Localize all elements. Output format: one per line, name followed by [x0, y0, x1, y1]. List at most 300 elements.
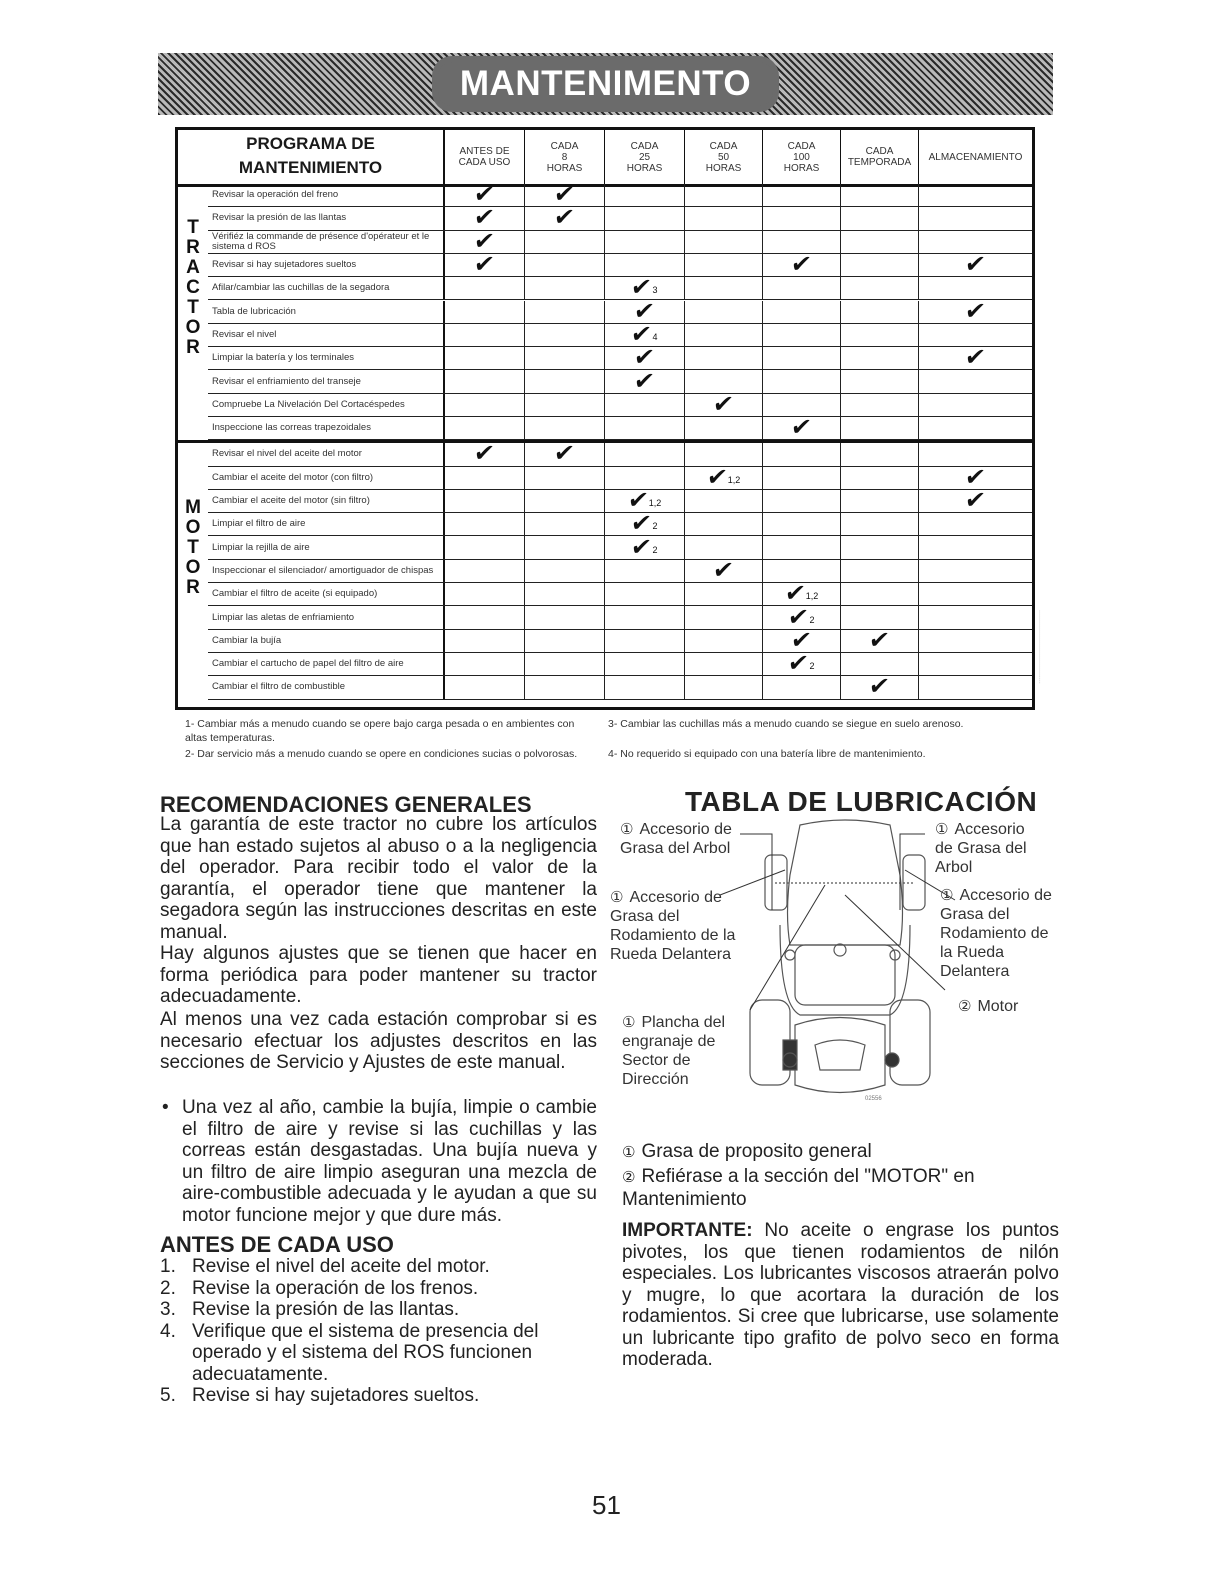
schedule-cell	[841, 417, 919, 439]
schedule-cell	[445, 394, 525, 416]
recommendations-paragraph-1: La garantía de este tractor no cubre los artículos que han estado sujetos al abuso o a la negligencia del operador. Para recibir todo el valor de la garantía, el operador tiene que mantener la segadora según las instrucciones descritas en este manual.	[160, 814, 597, 943]
schedule-cell	[919, 277, 1032, 299]
schedule-cell	[445, 301, 525, 323]
list-item	[160, 1321, 600, 1386]
check-icon: ✔	[552, 204, 577, 232]
schedule-cell	[525, 277, 605, 299]
check-icon: ✔	[552, 440, 577, 468]
schedule-cell	[841, 653, 919, 675]
schedule-cell	[525, 417, 605, 439]
table-row	[208, 181, 1032, 209]
list-item-text: Verifique que el sistema de presencia del operado y el sistema del ROS funcionen adecuatamente.	[192, 1320, 539, 1385]
motor-side-label	[178, 498, 208, 598]
check-icon: ✔	[472, 227, 497, 255]
footnote-4: 4- No requerido si equipado con una batería libre de mantenimiento.	[608, 748, 926, 760]
schedule-cell	[525, 394, 605, 416]
schedule-cell	[685, 207, 763, 229]
schedule-cell	[605, 533, 685, 561]
schedule-cell	[525, 630, 605, 652]
schedule-cell	[841, 184, 919, 206]
schedule-cell	[841, 536, 919, 558]
check-icon: ✔	[963, 487, 988, 515]
number-1-icon: ①	[622, 1144, 636, 1161]
schedule-cell	[445, 490, 525, 512]
right-hub	[885, 1053, 899, 1067]
schedule-cell	[605, 510, 685, 538]
footnote-ref: 3	[652, 285, 658, 296]
rear-deck	[795, 1018, 885, 1093]
table-row	[208, 463, 1032, 491]
schedule-cell	[525, 467, 605, 489]
schedule-cell	[525, 231, 605, 253]
schedule-cell	[919, 370, 1032, 392]
schedule-cell	[605, 344, 685, 372]
page-number: 51	[592, 1490, 621, 1520]
recommendations-bullet-text: Una vez al año, cambie la bujía, limpie o cambie el filtro de aire y revise si las cuchillas y las correas están desgastadas. Una bujía nueva y un filtro de aire limpio aseguran una mezcla de aire-combustible adecuada y le ayudan a que su motor funcione mejor y que dure más.	[182, 1097, 597, 1226]
schedule-cell	[445, 513, 525, 535]
schedule-cell	[841, 254, 919, 276]
schedule-cell	[919, 630, 1032, 652]
number-1-icon: ①	[610, 889, 624, 906]
front-right-wheel	[903, 855, 925, 910]
table-row	[208, 626, 1032, 654]
schedule-cell	[685, 490, 763, 512]
schedule-cell	[525, 536, 605, 558]
figure-code: 02556	[865, 1096, 882, 1102]
footnote-ref: 2	[809, 614, 815, 625]
schedule-cell	[763, 626, 841, 654]
schedule-cell	[763, 650, 841, 678]
table-row	[208, 603, 1032, 631]
footnote-ref: 2	[809, 661, 815, 672]
legend-2: ② Refiérase a la sección del "MOTOR" en Mantenimiento	[622, 1166, 975, 1210]
schedule-cell	[919, 536, 1032, 558]
left-hub	[783, 1053, 797, 1067]
schedule-cell	[841, 277, 919, 299]
schedule-cell	[605, 606, 685, 628]
check-icon: ✔	[629, 320, 654, 348]
schedule-cell	[525, 324, 605, 346]
schedule-cell	[763, 414, 841, 442]
schedule-cell	[685, 583, 763, 605]
tractor-side-letter: A	[186, 257, 200, 278]
recommendations-heading: RECOMENDACIONES GENERALES	[160, 792, 532, 817]
schedule-cell	[841, 490, 919, 512]
task-label: Vérifiéz la commande de présence d'opérateur et le sistema d ROS	[208, 231, 445, 253]
task-label: Revisar el enfriamiento del transeje	[208, 370, 445, 392]
schedule-title	[178, 130, 445, 184]
table-row	[208, 556, 1032, 584]
check-icon: ✔	[632, 344, 657, 372]
page-title: MANTENIMENTO	[438, 62, 773, 106]
list-item-number: 5.	[160, 1385, 176, 1406]
check-icon: ✔	[963, 251, 988, 279]
schedule-cell	[763, 324, 841, 346]
schedule-cell	[445, 324, 525, 346]
motor-side-letter: O	[185, 557, 201, 579]
number-1-icon: ①	[622, 1014, 636, 1031]
schedule-cell	[763, 443, 841, 465]
schedule-column-header	[919, 130, 1032, 184]
section-divider	[178, 440, 1032, 443]
schedule-cell	[525, 606, 605, 628]
task-label: Inspeccione las correas trapezoidales	[208, 417, 445, 439]
task-label: Revisar la operación del freno	[208, 184, 445, 206]
schedule-cell	[763, 580, 841, 608]
list-item-number: 1.	[160, 1256, 176, 1277]
schedule-cell	[919, 463, 1032, 491]
schedule-cell	[919, 417, 1032, 439]
schedule-cell	[919, 297, 1032, 325]
task-label: Tabla de lubricación	[208, 301, 445, 323]
list-item-text: Revise la operación de los frenos.	[192, 1277, 479, 1299]
schedule-cell	[445, 347, 525, 369]
schedule-cell	[445, 676, 525, 698]
table-row	[208, 440, 1032, 468]
schedule-cell	[445, 536, 525, 558]
rear-right-wheel	[890, 1000, 930, 1085]
schedule-cell	[841, 394, 919, 416]
table-row	[208, 274, 1032, 302]
schedule-cell	[685, 606, 763, 628]
table-row	[208, 414, 1032, 442]
tractor-side-letter: C	[186, 277, 200, 298]
number-1-icon: ①	[620, 821, 634, 838]
schedule-cell	[763, 277, 841, 299]
footnote-3: 3- Cambiar las cuchillas más a menudo cuando se siegue en suelo arenoso.	[608, 718, 964, 730]
list-item-text: Revise la presión de las llantas.	[192, 1299, 460, 1320]
check-icon: ✔	[632, 297, 657, 325]
list-item-text: Revise si hay sujetadores sueltos.	[192, 1385, 480, 1406]
schedule-cell	[605, 184, 685, 206]
schedule-cell	[841, 583, 919, 605]
schedule-cell	[525, 301, 605, 323]
table-row	[208, 487, 1032, 515]
schedule-cell	[605, 630, 685, 652]
schedule-cell	[445, 417, 525, 439]
motor-side-letter: T	[187, 537, 199, 559]
check-icon: ✔	[789, 251, 814, 279]
motor-side-letter: M	[185, 497, 201, 519]
check-icon: ✔	[629, 533, 654, 561]
schedule-cell	[605, 487, 685, 515]
schedule-cell	[841, 231, 919, 253]
tractor-side-letter: R	[186, 337, 200, 358]
list-item-number: 2.	[160, 1277, 176, 1299]
task-label: Revisar la presión de las llantas	[208, 207, 445, 229]
list-item	[160, 1256, 600, 1278]
table-row	[208, 650, 1032, 678]
schedule-cell	[841, 673, 919, 701]
check-icon: ✔	[789, 414, 814, 442]
schedule-column-label: CADA 100 HORAS	[783, 140, 820, 174]
check-icon: ✔	[472, 251, 497, 279]
schedule-cell	[605, 367, 685, 395]
schedule-cell	[685, 536, 763, 558]
table-row	[208, 227, 1032, 255]
list-item	[160, 1278, 600, 1300]
schedule-cell	[605, 320, 685, 348]
before-each-use-heading: ANTES DE CADA USO	[160, 1232, 394, 1257]
schedule-cell	[685, 417, 763, 439]
schedule-cell	[763, 603, 841, 631]
schedule-cell	[919, 560, 1032, 582]
legend-1: ① Grasa de proposito general	[622, 1141, 872, 1162]
seat	[815, 1040, 865, 1070]
schedule-cell	[763, 467, 841, 489]
schedule-cell	[919, 513, 1032, 535]
schedule-cell	[605, 254, 685, 276]
list-item-number: 3.	[160, 1299, 176, 1320]
schedule-cell	[919, 184, 1032, 206]
schedule-cell	[763, 207, 841, 229]
table-row	[208, 204, 1032, 232]
schedule-cell	[841, 560, 919, 582]
schedule-cell	[685, 463, 763, 491]
schedule-column-header	[841, 130, 919, 184]
recommendations-bullet	[160, 1097, 597, 1226]
check-icon: ✔	[711, 556, 736, 584]
number-1-icon: ①	[940, 887, 954, 904]
task-label: Limpiar la batería y los terminales	[208, 347, 445, 369]
footnote-ref: 1,2	[648, 498, 662, 509]
schedule-cell	[919, 251, 1032, 279]
tractor-side-letter: O	[185, 317, 201, 338]
task-label: Cambiar el filtro de aceite (si equipado)	[208, 583, 445, 605]
leader-right-arbol	[900, 834, 925, 910]
schedule-cell	[841, 301, 919, 323]
schedule-cell	[445, 251, 525, 279]
table-row	[208, 390, 1032, 418]
schedule-column-label: CADA 50 HORAS	[705, 140, 742, 174]
schedule-cell	[445, 583, 525, 605]
check-icon: ✔	[472, 181, 497, 209]
list-item	[160, 1299, 600, 1321]
schedule-cell	[445, 277, 525, 299]
footnote-ref: 1,2	[805, 591, 819, 602]
table-row	[208, 673, 1032, 701]
schedule-cell	[763, 536, 841, 558]
schedule-cell	[605, 417, 685, 439]
check-icon: ✔	[786, 603, 811, 631]
list-item-number: 4.	[160, 1320, 176, 1342]
schedule-column-label: ANTES DE CADA USO	[458, 146, 511, 168]
schedule-cell	[685, 653, 763, 675]
check-icon: ✔	[963, 463, 988, 491]
table-row	[208, 297, 1032, 325]
schedule-cell	[841, 467, 919, 489]
check-icon: ✔	[472, 440, 497, 468]
table-row	[208, 510, 1032, 538]
task-label: Limpiar el filtro de aire	[208, 513, 445, 535]
label-left-wheel-bearing-fitting: ① Accesorio de Grasa del Rodamiento de la Rueda Delantera	[610, 889, 736, 963]
task-label: Revisar el nivel	[208, 324, 445, 346]
footnote-ref: 2	[652, 544, 658, 555]
task-label: Inspeccionar el silenciador/ amortiguador de chispas	[208, 560, 445, 582]
schedule-cell	[919, 653, 1032, 675]
schedule-cell	[841, 513, 919, 535]
task-label: Cambiar el cartucho de papel del filtro de aire	[208, 653, 445, 675]
before-each-use-list	[160, 1256, 600, 1407]
label-right-shaft-fitting: ① Accesorio de Grasa del Arbol	[935, 821, 1027, 876]
task-label: Revisar si hay sujetadores sueltos	[208, 254, 445, 276]
schedule-cell	[525, 370, 605, 392]
left-pivot	[785, 950, 795, 960]
footnote-1: 1- Cambiar más a menudo cuando se opere bajo carga pesada o en ambientes con altas temperaturas.	[185, 718, 575, 744]
schedule-cell	[919, 487, 1032, 515]
schedule-column-header	[763, 130, 841, 184]
schedule-column-header	[605, 130, 685, 184]
check-icon: ✔	[632, 367, 657, 395]
schedule-cell	[445, 440, 525, 468]
check-icon: ✔	[786, 650, 811, 678]
schedule-cell	[445, 181, 525, 209]
schedule-cell	[841, 324, 919, 346]
title-banner	[158, 53, 1053, 115]
schedule-cell	[445, 204, 525, 232]
label-motor: ② Motor	[958, 998, 1019, 1015]
table-row	[208, 533, 1032, 561]
lubrication-heading: TABLA DE LUBRICACIÓN	[685, 786, 1038, 817]
check-icon: ✔	[789, 626, 814, 654]
schedule-cell	[525, 204, 605, 232]
check-icon: ✔	[552, 181, 577, 209]
task-label: Cambiar el aceite del motor (con filtro)	[208, 467, 445, 489]
schedule-cell	[605, 583, 685, 605]
schedule-cell	[919, 344, 1032, 372]
footnote-ref: 4	[652, 332, 658, 343]
number-2-icon: ②	[622, 1169, 636, 1186]
side-code-mark: ·····································	[1036, 610, 1042, 684]
table-row	[208, 251, 1032, 279]
schedule-cell	[685, 370, 763, 392]
task-label: Revisar el nivel del aceite del motor	[208, 443, 445, 465]
number-1-icon: ①	[935, 821, 949, 838]
schedule-column-header	[525, 130, 605, 184]
task-label: Cambiar el filtro de combustible	[208, 676, 445, 698]
schedule-cell	[763, 560, 841, 582]
table-row	[208, 320, 1032, 348]
schedule-cell	[685, 347, 763, 369]
label-sector-gear-plate: ① Plancha del engranaje de Sector de Dirección	[622, 1014, 726, 1088]
schedule-cell	[763, 347, 841, 369]
schedule-title-line1: PROGRAMA DE	[246, 134, 375, 153]
important-note	[622, 1220, 1059, 1371]
table-row	[208, 367, 1032, 395]
check-icon: ✔	[867, 626, 892, 654]
check-icon: ✔	[625, 487, 650, 515]
schedule-cell	[919, 676, 1032, 698]
schedule-cell	[685, 254, 763, 276]
schedule-cell	[605, 394, 685, 416]
schedule-cell	[919, 443, 1032, 465]
schedule-cell	[919, 606, 1032, 628]
footnote-2: 2- Dar servicio más a menudo cuando se opere en condiciones sucias o polvorosas.	[185, 748, 578, 760]
list-item	[160, 1385, 600, 1407]
motor-side-letter: R	[186, 577, 200, 599]
maintenance-schedule-table	[175, 127, 1035, 710]
tractor-section	[178, 181, 1032, 442]
schedule-header	[178, 130, 1032, 187]
check-icon: ✔	[629, 510, 654, 538]
schedule-cell	[605, 297, 685, 325]
check-icon: ✔	[711, 390, 736, 418]
schedule-cell	[685, 556, 763, 584]
schedule-column-label: CADA 8 HORAS	[546, 140, 583, 174]
table-row	[208, 580, 1032, 608]
task-label: Compruebe La Nivelación Del Cortacéspedes	[208, 394, 445, 416]
schedule-cell	[445, 560, 525, 582]
schedule-cell	[525, 254, 605, 276]
schedule-cell	[685, 676, 763, 698]
schedule-cell	[525, 440, 605, 468]
tractor-side-letter: T	[187, 297, 199, 318]
schedule-cell	[841, 606, 919, 628]
table-row	[208, 344, 1032, 372]
important-label: IMPORTANTE:	[622, 1220, 753, 1241]
check-icon: ✔	[963, 344, 988, 372]
footnote-ref: 1,2	[727, 474, 741, 485]
schedule-cell	[919, 394, 1032, 416]
schedule-cell	[445, 370, 525, 392]
schedule-cell	[763, 490, 841, 512]
schedule-cell	[763, 394, 841, 416]
tractor-side-label	[178, 218, 208, 358]
check-icon: ✔	[704, 463, 729, 491]
schedule-cell	[525, 513, 605, 535]
schedule-cell	[763, 513, 841, 535]
schedule-cell	[445, 467, 525, 489]
check-icon: ✔	[867, 673, 892, 701]
schedule-cell	[841, 207, 919, 229]
schedule-cell	[525, 653, 605, 675]
important-text: No aceite o engrase los puntos pivotes, los que tienen rodamientos de nilón especiales. Los lubricantes viscosos atraerán polvo y mugre, lo que acortara la duración de los rodamientos. Si cree que lubricarse, use solamente un lubricante tipo grafito de polvo seco en forma moderada.	[622, 1220, 1060, 1370]
tractor-side-letter: T	[187, 217, 199, 238]
schedule-cell	[685, 184, 763, 206]
center-pivot	[834, 944, 846, 956]
schedule-cell	[919, 207, 1032, 229]
schedule-cell	[919, 231, 1032, 253]
label-right-wheel-bearing-fitting: ① Accesorio de Grasa del Rodamiento de la Rueda Delantera	[940, 887, 1052, 980]
schedule-cell	[841, 443, 919, 465]
schedule-cell	[685, 443, 763, 465]
schedule-column-label: CADA 25 HORAS	[626, 140, 663, 174]
schedule-title-line2: MANTENIMIENTO	[238, 158, 383, 177]
schedule-cell	[763, 301, 841, 323]
schedule-cell	[685, 277, 763, 299]
schedule-column-header	[445, 130, 525, 184]
schedule-cell	[525, 676, 605, 698]
schedule-cell	[525, 583, 605, 605]
recommendations-paragraph-3: Al menos una vez cada estación comprobar si es necesario efectuar los adjustes descritos en las secciones de Servicio y Ajustes de este manual.	[160, 1009, 597, 1073]
tractor-side-letter: R	[186, 237, 200, 258]
schedule-column-label: CADA TEMPORADA	[847, 146, 912, 168]
schedule-cell	[919, 324, 1032, 346]
schedule-cell	[525, 490, 605, 512]
schedule-cell	[763, 370, 841, 392]
check-icon: ✔	[782, 580, 807, 608]
schedule-cell	[605, 676, 685, 698]
schedule-cell	[445, 606, 525, 628]
bullet-dot: •	[162, 1097, 169, 1118]
schedule-cell	[685, 231, 763, 253]
schedule-cell	[525, 181, 605, 209]
schedule-cell	[685, 301, 763, 323]
schedule-cell	[445, 227, 525, 255]
schedule-cell	[763, 231, 841, 253]
schedule-cell	[605, 560, 685, 582]
check-icon: ✔	[963, 297, 988, 325]
